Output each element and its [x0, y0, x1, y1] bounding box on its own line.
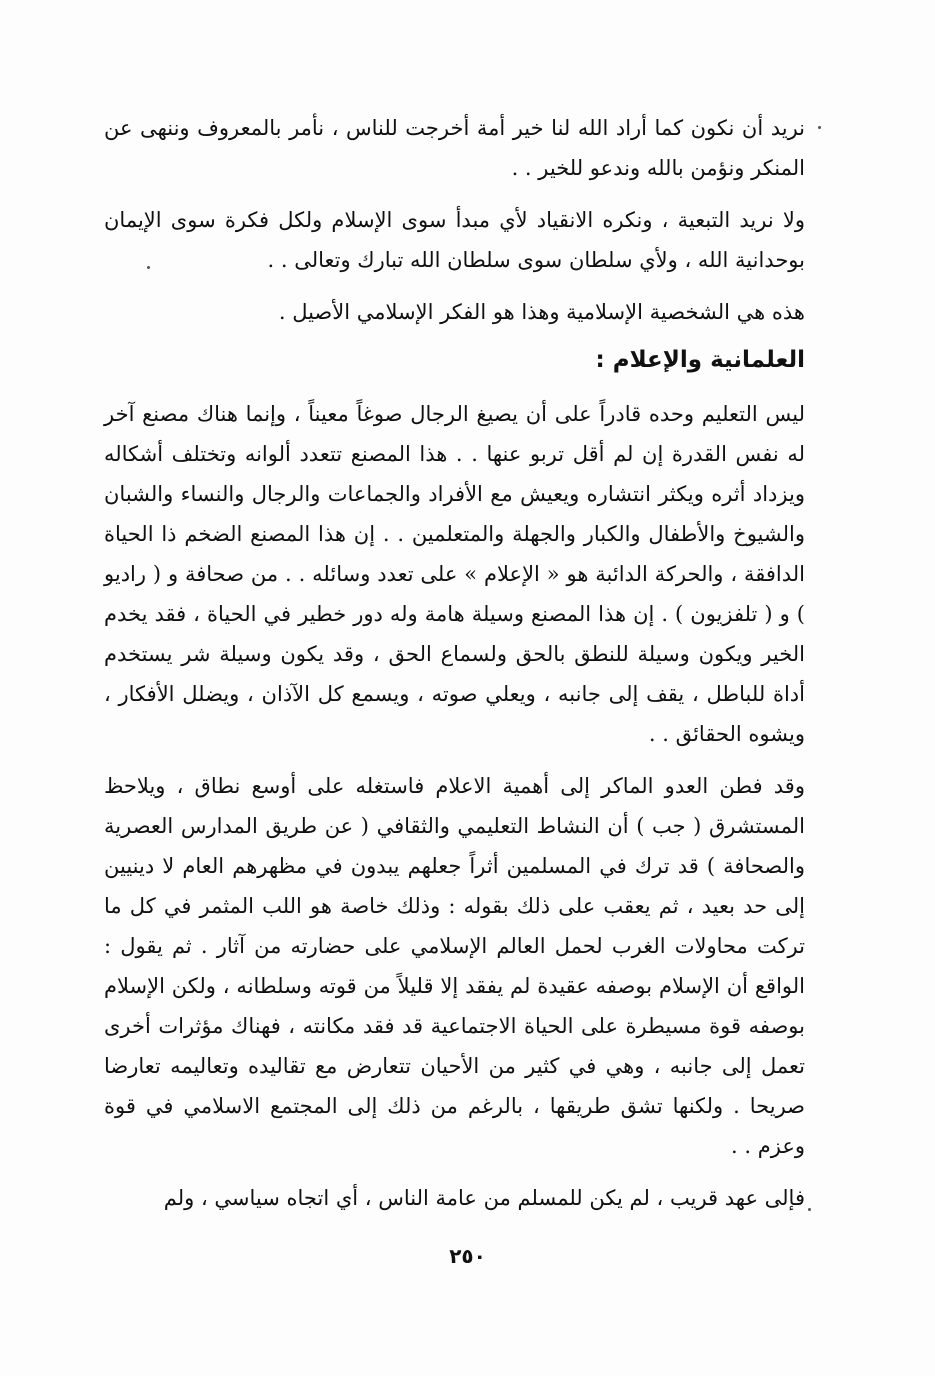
section-paragraph-3: فإلى عهد قريب ، لم يكن للمسلم من عامة الناس ، أي اتجاه سياسي ، ولم [163, 1186, 805, 1210]
section-paragraph-1: ليس التعليم وحده قادراً على أن يصيغ الرجال صوغاً معيناً ، وإنما هناك مصنع آخر له نفس القدرة إن لم أقل تربو عنها . . هذا المصنع تتعدد ألوانه وتختلف أشكاله ويزداد أثره ويكثر انتشاره ويعيش مع الأفراد والجماعات والرجال والنساء والشبان والشيوخ والأطفال والكبار والجهلة والمتعلمين . . إن هذا المصنع الضخم ذا الحياة الدافقة ، والحركة الدائبة هو « الإعلام » على تعدد وسائله . . من صحافة و ( راديو ) و ( تلفزيون ) . إن هذا المصنع وسيلة هامة وله دور خطير في الحياة ، فقد يخدم الخير ويكون وسيلة للنطق بالحق ولسماع الحق ، وقد يكون وسيلة شر يستخدم أداة للباطل ، يقف إلى جانبه ، ويعلي صوته ، ويسمع كل الآذان ، ويضلل الأفكار ، ويشوه الحقائق . . [104, 402, 805, 746]
scan-speck [808, 1208, 811, 1211]
paragraph-1: نريد أن نكون كما أراد الله لنا خير أمة أخرجت للناس ، نأمر بالمعروف وننهى عن المنكر ونؤمن بالله وندعو للخير . . [104, 116, 805, 180]
body-text [104, 108, 805, 1218]
section-paragraph-2: وقد فطن العدو الماكر إلى أهمية الاعلام فاستغله على أوسع نطاق ، ويلاحظ المستشرق ( جب ) أن النشاط التعليمي والثقافي ( عن طريق المدارس العصرية والصحافة ) قد ترك في المسلمين أثراً جعلهم يبدون في مظهرهم العام لا دينيين إلى حد بعيد ، ثم يعقب على ذلك بقوله : وذلك خاصة هو اللب المثمر في كل ما تركت محاولات الغرب لحمل العالم الإسلامي على حضارته من آثار . ثم يقول : الواقع أن الإسلام بوصفه عقيدة لم يفقد إلا قليلاً من قوته وسلطانه ، ولكن الإسلام بوصفه قوة مسيطرة على الحياة الاجتماعية قد فقد مكانته ، فهناك مؤثرات أخرى تعمل إلى جانبه ، وهي في كثير من الأحيان تتعارض مع تقاليده وتعاليمه تعارضا صريحا . ولكنها تشق طريقها ، بالرغم من ذلك إلى المجتمع الاسلامي في قوة وعزم . . [104, 774, 805, 1158]
paragraph-3: هذه هي الشخصية الإسلامية وهذا هو الفكر الإسلامي الأصيل . [278, 300, 805, 324]
paragraph-2: ولا نريد التبعية ، ونكره الانقياد لأي مبدأ سوى الإسلام ولكل فكرة سوى الإيمان بوحدانية الله ، ولأي سلطان سوى سلطان الله تبارك وتعالى . . [104, 208, 805, 272]
scan-speck [818, 126, 821, 129]
section-heading: العلمانية والإعلام : [595, 347, 805, 373]
scan-speck [147, 266, 150, 269]
page-number: ٢٥٠ [449, 1244, 486, 1268]
